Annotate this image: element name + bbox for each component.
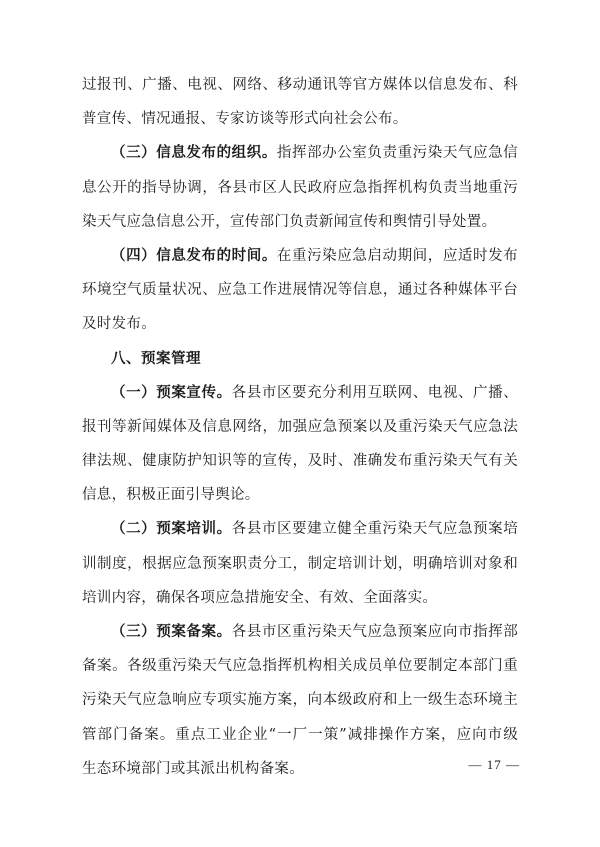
text-line [82, 273, 518, 307]
page-number: — 17 — [468, 757, 520, 772]
paragraph-lead: （一）预案宣传。 [111, 383, 232, 401]
line-text: 及时发布。 [82, 316, 156, 333]
paragraph-plan-training [82, 512, 518, 615]
line-text: 培训内容，确保各项应急措施安全、有效、全面落实。 [82, 589, 438, 606]
line-text: 报刊等新闻媒体及信息网络，加强应急预案以及重污染天气应急法 [82, 418, 518, 435]
text-line [82, 718, 518, 752]
line-text: 管部门备案。重点工业企业“一厂一策”减排操作方案，应向市级 [82, 726, 518, 743]
line-text: 过报刊、广播、电视、网络、移动通讯等官方媒体以信息发布、科 [82, 77, 518, 93]
document-body [82, 68, 518, 786]
text-line [82, 444, 518, 478]
line-text: 普宣传、情况通报、专家访谈等形式向社会公布。 [82, 111, 408, 128]
text-line [82, 478, 518, 512]
line-text: 生态环境部门或其派出机构备案。 [82, 760, 304, 777]
line-text: 训制度，根据应急预案职责分工，制定培训计划，明确培训对象和 [82, 555, 518, 572]
paragraph-plan-filing [82, 615, 518, 786]
text-line [82, 102, 518, 136]
line-text: 备案。各级重污染天气应急指挥机构相关成员单位要制定本部门重 [82, 658, 518, 675]
line-text: 染天气应急信息公开，宣传部门负责新闻宣传和舆情引导处置。 [82, 213, 497, 230]
text-line [82, 376, 518, 410]
text-line [82, 410, 518, 444]
text-line [82, 581, 518, 615]
line-text: 息公开的指导协调，各县市区人民政府应急指挥机构负责当地重污 [82, 179, 518, 196]
text-line [82, 649, 518, 683]
text-line [82, 171, 518, 205]
text-line [82, 239, 518, 273]
line-text: 各县市区要建立健全重污染天气应急预案培 [231, 521, 519, 538]
line-text: 信息，积极正面引导舆论。 [82, 487, 260, 504]
line-text: 在重污染应急启动期间，应适时发布 [276, 247, 518, 264]
text-line [82, 136, 518, 170]
text-line [82, 307, 518, 341]
text-line [82, 205, 518, 239]
text-line [82, 752, 518, 786]
text-line [82, 68, 518, 102]
paragraph-info-release-organization [82, 136, 518, 239]
line-text: 各县市区要充分利用互联网、电视、广播、 [231, 384, 519, 401]
paragraph-lead: （三）信息发布的组织。 [111, 144, 277, 162]
text-line [82, 547, 518, 581]
line-text: 律法规、健康防护知识等的宣传，及时、准确发布重污染天气有关 [82, 453, 518, 470]
paragraph-lead: （三）预案备案。 [111, 623, 232, 640]
line-text: 环境空气质量状况、应急工作进展情况等信息，通过各种媒体平台 [82, 282, 518, 299]
paragraph-plan-publicity [82, 376, 518, 513]
text-line [82, 512, 518, 546]
line-text: 污染天气应急响应专项实施方案，向本级政府和上一级生态环境主 [82, 692, 518, 709]
section-heading: 八、预案管理 [111, 350, 201, 367]
paragraph-info-release-timing [82, 239, 518, 342]
text-line [82, 615, 518, 649]
paragraph-info-release-channels [82, 68, 518, 136]
text-line [82, 683, 518, 717]
line-text: 各县市区重污染天气应急预案应向市指挥部 [231, 624, 519, 640]
line-text: 指挥部办公室负责重污染天气应急信 [276, 145, 518, 162]
paragraph-lead: （四）信息发布的时间。 [111, 246, 277, 264]
paragraph-lead: （二）预案培训。 [111, 520, 232, 538]
